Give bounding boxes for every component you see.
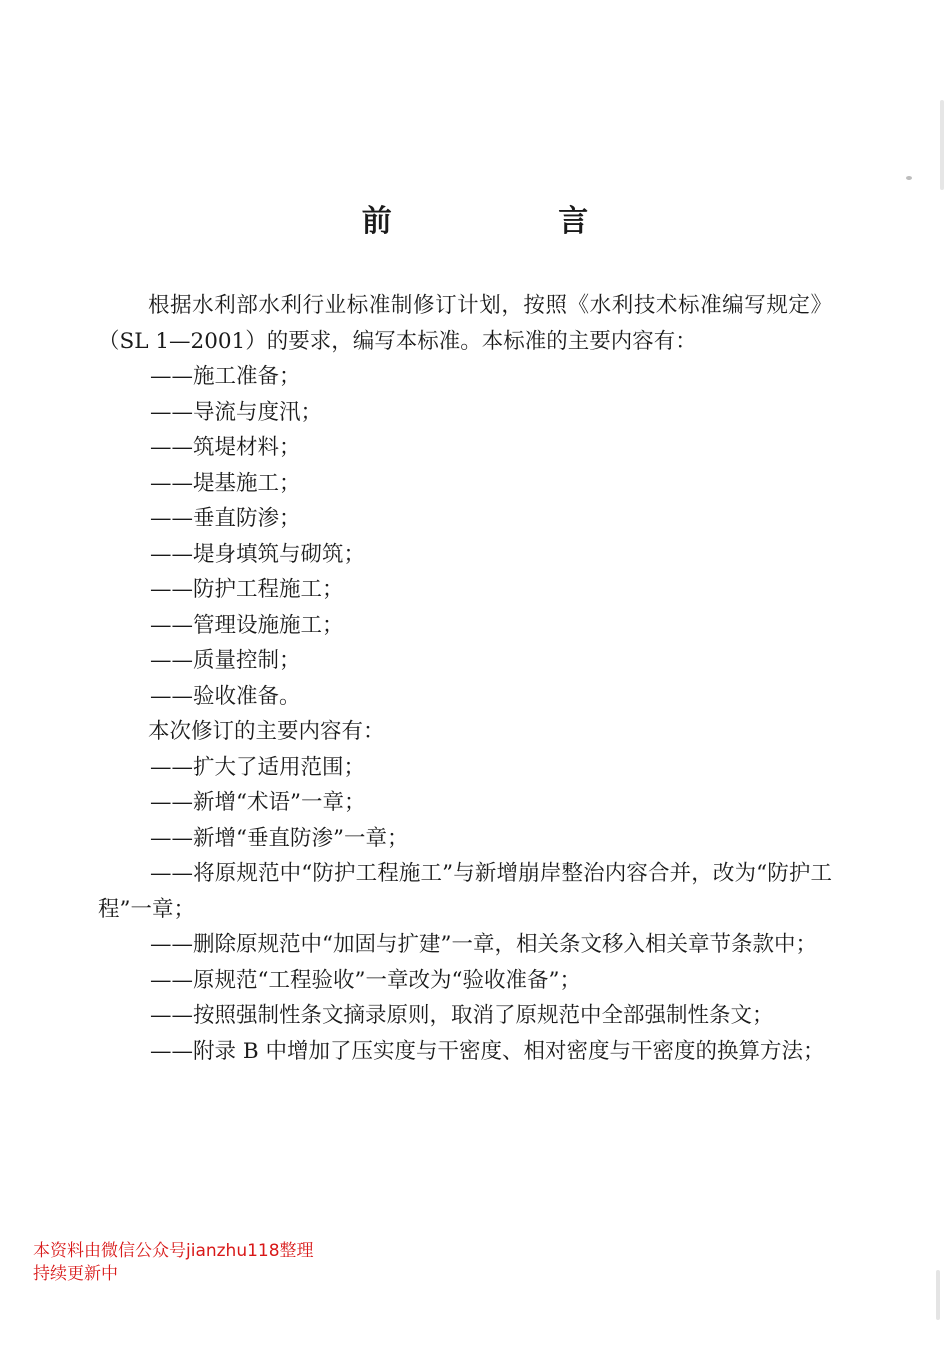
revision-item-cutoff: ——新增“垂直防渗”一章； [150,825,409,851]
watermark-line-1: 本资料由微信公众号jianzhu118整理 [33,1241,314,1261]
revision-intro: 本次修订的主要内容有： [148,719,385,744]
revision-item-mandatory: ——按照强制性条文摘录原则，取消了原规范中全部强制性条文； [150,1003,774,1028]
watermark-note [33,1240,314,1286]
watermark-line-2: 持续更新中 [33,1264,118,1284]
revision-item-appendix-b: ——附录 B 中增加了压实度与干密度、相对密度与干密度的换算方法； [150,1038,825,1064]
content-item-protection: ——防护工程施工； [150,577,344,602]
preface-body [98,288,832,1069]
content-item-quality: ——质量控制； [150,648,301,673]
content-item-management: ——管理设施施工； [150,612,344,638]
revision-item-terms: ——新增“术语”一章； [150,790,366,815]
content-item-materials: ——筑堤材料； [150,435,301,460]
page-title: 前 言 [361,204,667,239]
revision-item-protection-merge: ——将原规范中“防护工程施工”与新增崩岸整治内容合并，改为“防护工程”一章； [98,861,832,922]
content-item-filling: ——堤身填筑与砌筑； [150,541,366,567]
content-item-diversion: ——导流与度汛； [150,399,323,425]
content-item-foundation: ——堤基施工； [150,470,301,496]
content-item-construction-prep: ——施工准备； [150,364,301,389]
content-item-acceptance: ——验收准备。 [150,683,301,709]
revision-item-scope: ——扩大了适用范围； [150,754,366,780]
intro-paragraph: 根据水利部水利行业标准制修订计划，按照《水利技术标准编写规定》（SL 1—2001）的要求，编写本标准。本标准的主要内容有： [98,293,832,354]
revision-item-acceptance: ——原规范“工程验收”一章改为“验收准备”； [150,967,581,993]
revision-item-reinforcement: ——删除原规范中“加固与扩建”一章，相关条文移入相关章节条款中； [150,932,817,957]
scan-speck [940,100,944,190]
scan-speck [936,1270,940,1320]
content-item-cutoff: ——垂直防渗； [150,506,301,531]
scan-speck [906,176,912,180]
